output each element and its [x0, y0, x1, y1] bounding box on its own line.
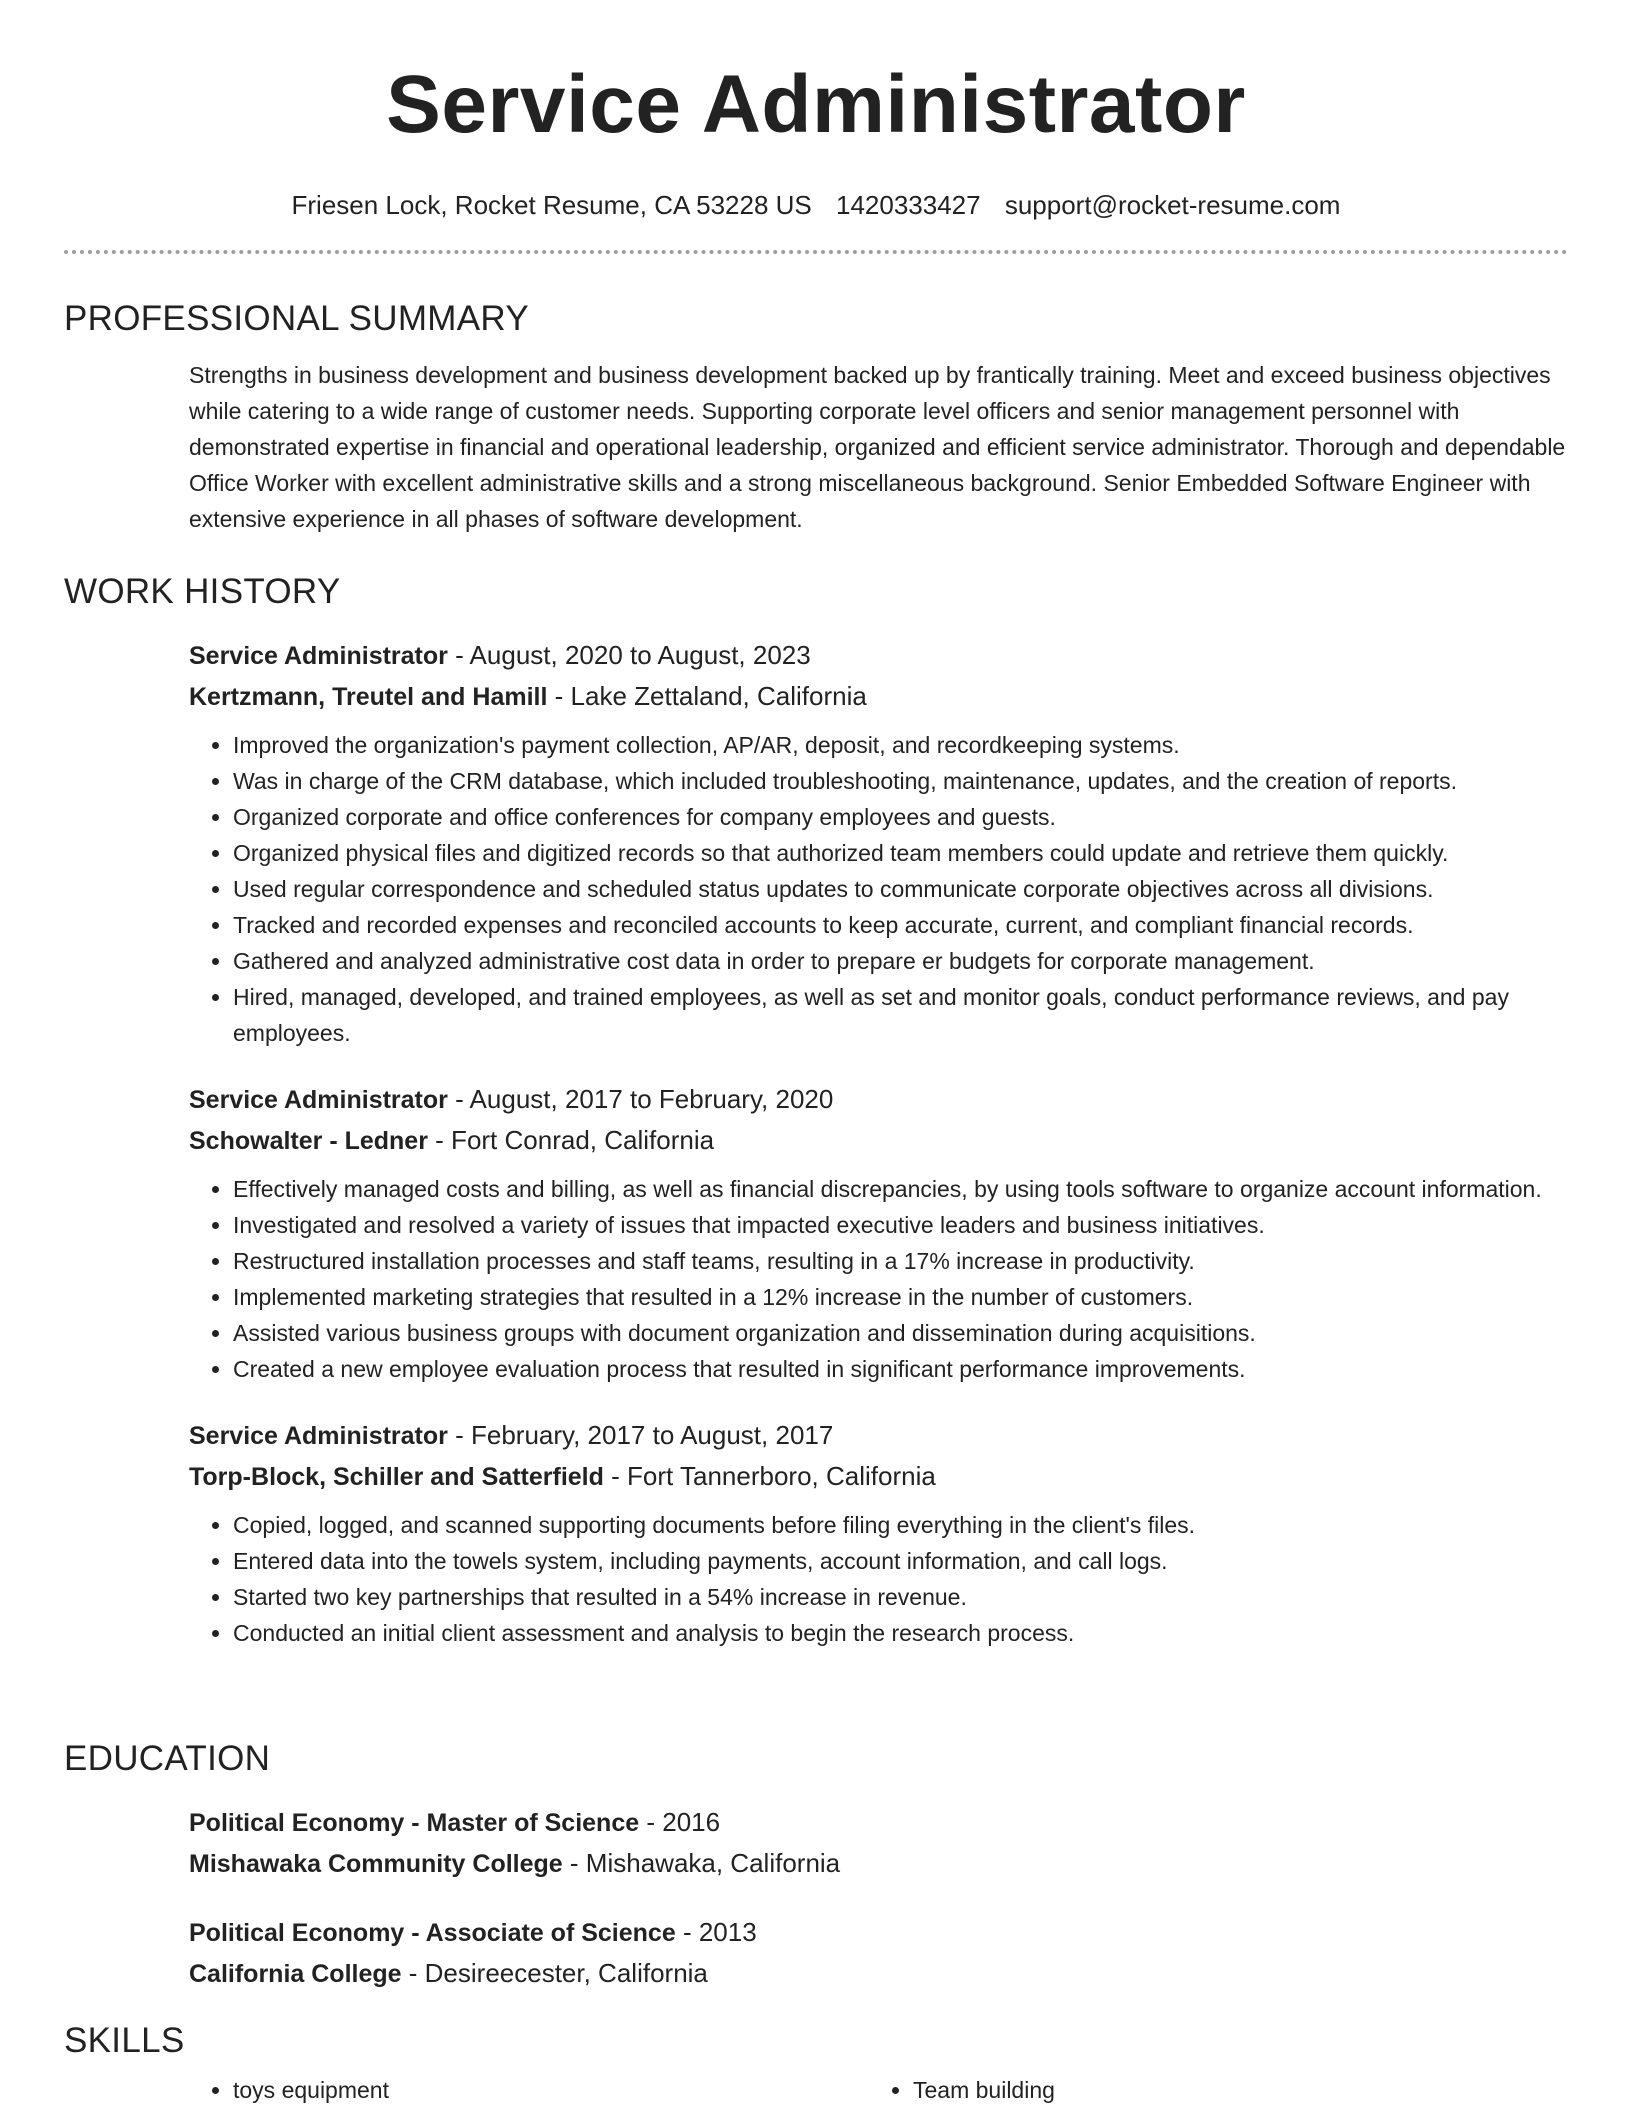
job-bullet: • Copied, logged, and scanned supporting documents before filing everything in the client's files.	[233, 1507, 1568, 1543]
education-location: - Desireecester, California	[401, 1958, 708, 1988]
job-company-line	[189, 1456, 1568, 1497]
contact-line	[0, 189, 1632, 221]
education-school: California College	[189, 1960, 402, 1988]
skills-section	[64, 2020, 1568, 2108]
skills-column-left	[189, 2072, 869, 2108]
job-bullet: • Organized corporate and office conferences for company employees and guests.	[233, 799, 1568, 835]
skills-column-right	[869, 2072, 1549, 2108]
job-bullet: • Assisted various business groups with document organization and dissemination during acquisitions.	[233, 1315, 1568, 1351]
job-company-line	[189, 1120, 1568, 1161]
education-school-line	[189, 1953, 1568, 1994]
education-year: - 2013	[675, 1917, 757, 1947]
job-bullet: • Started two key partnerships that resulted in a 54% increase in revenue.	[233, 1579, 1568, 1615]
job-bullet: • Entered data into the towels system, including payments, account information, and call logs.	[233, 1543, 1568, 1579]
job-location: - Fort Tannerboro, California	[603, 1461, 936, 1491]
education-degree: Political Economy - Master of Science	[189, 1809, 640, 1837]
contact-phone: 1420333427	[836, 190, 981, 220]
job-dates: - August, 2020 to August, 2023	[447, 640, 811, 670]
job-location: - Lake Zettaland, California	[547, 681, 867, 711]
skill-item: • toys equipment	[233, 2072, 869, 2108]
education-school: Mishawaka Community College	[189, 1850, 563, 1878]
work-history-heading: WORK HISTORY	[64, 572, 341, 611]
job-bullets	[189, 1507, 1568, 1651]
job-bullet: • Conducted an initial client assessment and analysis to begin the research process.	[233, 1615, 1568, 1651]
job-bullet: • Effectively managed costs and billing, as well as financial discrepancies, by using tools software to organize account information.	[233, 1171, 1568, 1207]
job-entry	[189, 1079, 1568, 1387]
job-dates: - February, 2017 to August, 2017	[447, 1420, 834, 1450]
summary-text: Strengths in business development and business development backed up by frantically training. Meet and exceed business objectives while catering to a wide range of customer needs. Supporting corporate level officers and senior management personnel with demonstrated expertise in financial and operational leadership, organized and efficient service administrator. Thorough and dependable Office Worker with excellent administrative skills and a strong miscellaneous background. Senior Embedded Software Engineer with extensive experience in all phases of software development.	[189, 362, 1566, 532]
resume-name: Service Administrator	[386, 59, 1246, 150]
education-heading: EDUCATION	[64, 1739, 271, 1778]
education-degree: Political Economy - Associate of Science	[189, 1919, 676, 1947]
summary-section	[64, 298, 1568, 537]
job-company: Kertzmann, Treutel and Hamill	[189, 683, 548, 711]
job-bullet: • Hired, managed, developed, and trained employees, as well as set and monitor goals, conduct performance reviews, and pay employees.	[233, 979, 1568, 1051]
job-title-line	[189, 1415, 1568, 1456]
education-location: - Mishawaka, California	[562, 1848, 841, 1878]
job-title-line	[189, 635, 1568, 676]
job-bullets	[189, 727, 1568, 1051]
job-dates: - August, 2017 to February, 2020	[447, 1084, 834, 1114]
job-bullet: • Created a new employee evaluation process that resulted in significant performance improvements.	[233, 1351, 1568, 1387]
education-year: - 2016	[639, 1807, 721, 1837]
job-company-line	[189, 676, 1568, 717]
job-bullet: • Gathered and analyzed administrative cost data in order to prepare er budgets for corporate management.	[233, 943, 1568, 979]
education-degree-line	[189, 1912, 1568, 1953]
job-entry	[189, 1415, 1568, 1651]
education-entry	[189, 1912, 1568, 1994]
job-entry	[189, 635, 1568, 1051]
summary-heading: PROFESSIONAL SUMMARY	[64, 299, 529, 338]
job-title-line	[189, 1079, 1568, 1120]
job-bullet: • Used regular correspondence and scheduled status updates to communicate corporate objectives across all divisions.	[233, 871, 1568, 907]
job-location: - Fort Conrad, California	[427, 1125, 715, 1155]
job-bullet: • Implemented marketing strategies that resulted in a 12% increase in the number of customers.	[233, 1279, 1568, 1315]
contact-email: support@rocket-resume.com	[1004, 190, 1341, 220]
job-role: Service Administrator	[189, 1086, 448, 1114]
contact-address: Friesen Lock, Rocket Resume, CA 53228 US	[291, 190, 812, 220]
job-bullet: • Was in charge of the CRM database, which included troubleshooting, maintenance, updates, and the creation of reports.	[233, 763, 1568, 799]
job-bullet: • Organized physical files and digitized records so that authorized team members could update and retrieve them quickly.	[233, 835, 1568, 871]
skill-item: • Team building	[913, 2072, 1549, 2108]
job-company: Torp-Block, Schiller and Satterfield	[189, 1463, 604, 1491]
job-role: Service Administrator	[189, 642, 448, 670]
work-history-section	[64, 571, 1568, 1651]
header-divider	[64, 250, 1568, 254]
education-section	[64, 1738, 1568, 1994]
job-bullet: • Investigated and resolved a variety of issues that impacted executive leaders and business initiatives.	[233, 1207, 1568, 1243]
job-bullets	[189, 1171, 1568, 1387]
job-company: Schowalter - Ledner	[189, 1127, 428, 1155]
job-bullet: • Tracked and recorded expenses and reconciled accounts to keep accurate, current, and compliant financial records.	[233, 907, 1568, 943]
job-bullet: • Restructured installation processes and staff teams, resulting in a 17% increase in productivity.	[233, 1243, 1568, 1279]
job-bullet: • Improved the organization's payment collection, AP/AR, deposit, and recordkeeping systems.	[233, 727, 1568, 763]
skills-heading: SKILLS	[64, 2021, 185, 2060]
education-degree-line	[189, 1802, 1568, 1843]
skills-grid	[189, 2072, 1568, 2108]
job-role: Service Administrator	[189, 1422, 448, 1450]
education-entry	[189, 1802, 1568, 1884]
education-school-line	[189, 1843, 1568, 1884]
